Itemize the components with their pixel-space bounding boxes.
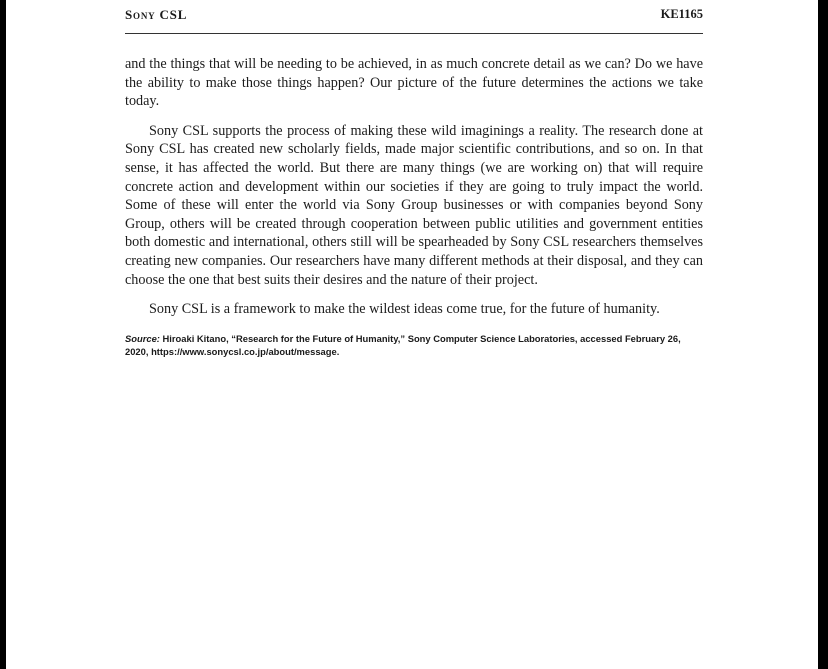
body-text (125, 55, 703, 330)
paragraph-sony-csl-support: Sony CSL supports the process of making these wild imaginings a reality. The research done at Sony CSL has created new scholarly fields, made major scientific contributions, and so on. In that sense, it has affected the world. But there are many things (we are working on) that will require concrete action and development within our societies if they are going to truly impact the world. Some of these will enter the world via Sony Group businesses or with companies beyond Sony Group, others will be created through cooperation between public utilities and government entities both domestic and international, others still will be spearheaded by Sony CSL researchers themselves creating new companies. Our researchers have many different methods at their disposal, and they can choose the one that best suits their desires and the nature of their project. (125, 122, 703, 288)
source-citation (125, 332, 705, 358)
source-label: Source: (125, 333, 160, 344)
case-number: KE1165 (660, 7, 703, 21)
paragraph-continuation: and the things that will be needing to be achieved, in as much concrete detail as we can? Do we have the ability to make those things happen? Our picture of the future determines the actions we take today. (125, 56, 703, 110)
running-header-title: Sony CSL (125, 7, 188, 22)
document-page (6, 0, 818, 669)
header-divider (125, 33, 703, 34)
source-text: Hiroaki Kitano, “Research for the Future of Humanity,” Sony Computer Science Laboratories, accessed February 26, 2020, https://www.sonycsl.co.jp/about/message. (125, 333, 681, 357)
paragraph-framework: Sony CSL is a framework to make the wildest ideas come true, for the future of humanity. (149, 301, 660, 318)
